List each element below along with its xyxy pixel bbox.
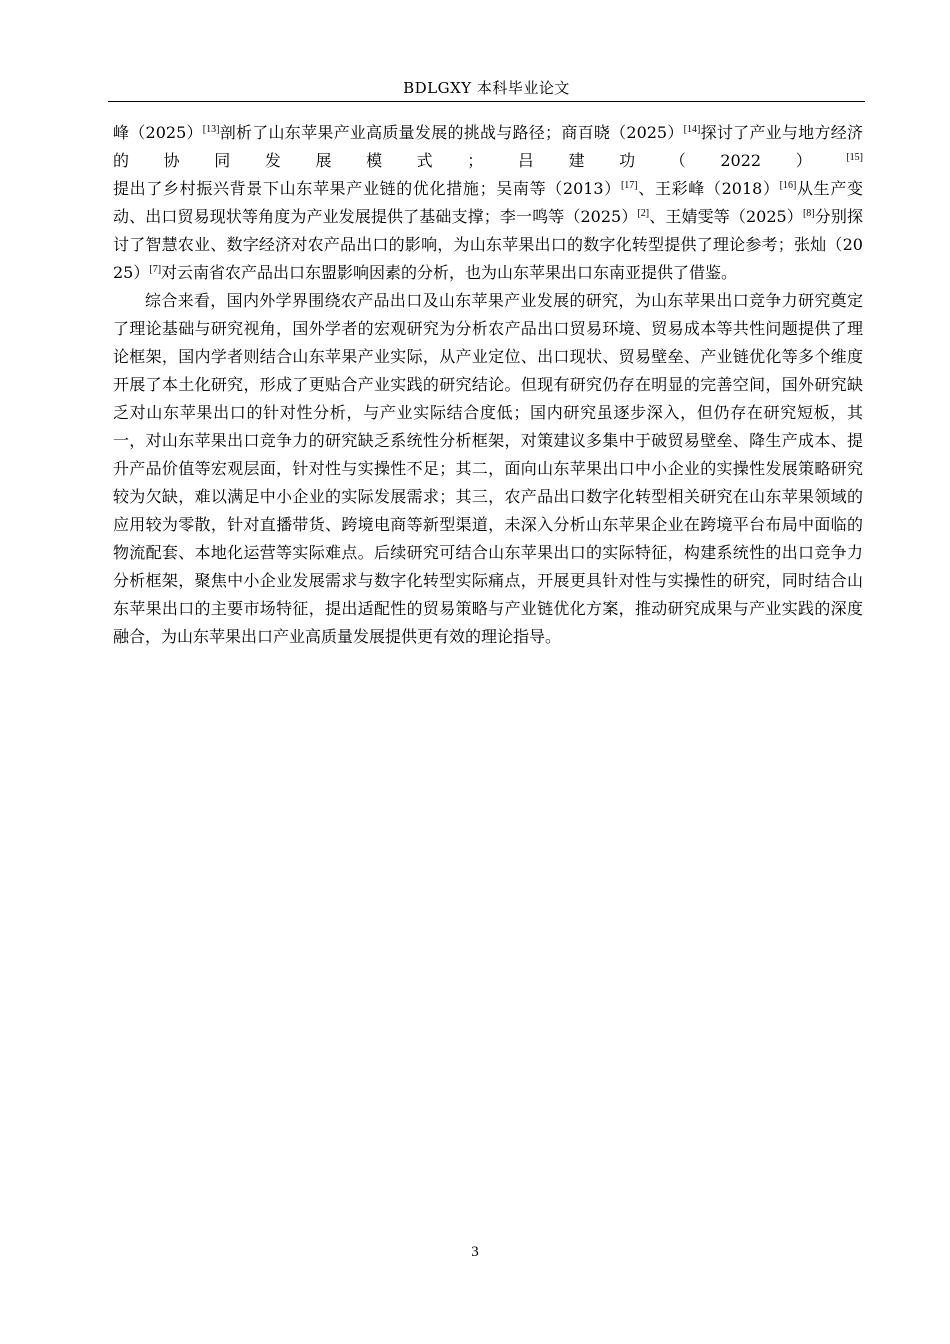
running-header: BDLGXY 本科毕业论文 xyxy=(403,79,570,97)
header-divider xyxy=(108,101,865,102)
body-text xyxy=(113,119,863,651)
text-run: 提出了乡村振兴背景下山东苹果产业链的优化措施；吴南等（2013） xyxy=(113,179,621,198)
text-run: 对云南省农产品出口东盟影响因素的分析，也为山东苹果出口东南亚提供了借鉴。 xyxy=(161,263,738,282)
citation-marker: [15] xyxy=(846,152,863,163)
citation-marker: [14] xyxy=(683,124,701,135)
paragraph-literature-review xyxy=(113,119,863,287)
text-run: 、王婧雯等（2025） xyxy=(649,207,803,226)
text-run: 、王彩峰（2018） xyxy=(637,179,780,198)
citation-marker: [2] xyxy=(637,208,650,219)
text-run: 峰（2025） xyxy=(113,123,203,142)
text-run: 分别探讨了智慧农业、数字经济对农产品出口的影响，为山东苹果出口的数字化转型提供了理论参考；张灿（2025） xyxy=(113,207,863,282)
citation-marker: [8] xyxy=(802,208,815,219)
citation-marker: [16] xyxy=(779,180,797,191)
text-run: 从生产变动、出口贸易现状等角度为产业发展提供了基础支撑；李一鸣等（2025） xyxy=(113,179,863,226)
text-run: 探讨了产业与地方经济的协同发展模式；吕建功（2022） xyxy=(113,123,863,170)
paragraph-summary xyxy=(113,287,863,651)
citation-marker: [7] xyxy=(149,264,162,275)
page-number: 3 xyxy=(471,1244,479,1260)
citation-marker: [13] xyxy=(202,124,220,135)
text-run: 综合来看，国内外学界围绕农产品出口及山东苹果产业发展的研究，为山东苹果出口竞争力研究奠定了理论基础与研究视角，国外学者的宏观研究为分析农产品出口贸易环境、贸易成本等共性问题提供了理论框架，国内学者则结合山东苹果产业实际，从产业定位、出口现状、贸易壁垒、产业链优化等多个维度开展了本土化研究，形成了更贴合产业实践的研究结论。但现有研究仍存在明显的完善空间，国外研究缺乏对山东苹果出口的针对性分析，与产业实际结合度低；国内研究虽逐步深入，但仍存在研究短板，其一，对山东苹果出口竞争力的研究缺乏系统性分析框架，对策建议多集中于破贸易壁垒、降生产成本、提升产品价值等宏观层面，针对性与实操性不足；其二，面向山东苹果出口中小企业的实操性发展策略研究较为欠缺，难以满足中小企业的实际发展需求；其三，农产品出口数字化转型相关研究在山东苹果领域的应用较为零散，针对直播带货、跨境电商等新型渠道，未深入分析山东苹果企业在跨境平台布局中面临的物流配套、本地化运营等实际难点。后续研究可结合山东苹果出口的实际特征，构建系统性的出口竞争力分析框架，聚焦中小企业发展需求与数字化转型实际痛点，开展更具针对性与实操性的研究，同时结合山东苹果出口的主要市场特征，提出适配性的贸易策略与产业链优化方案，推动研究成果与产业实践的深度融合，为山东苹果出口产业高质量发展提供更有效的理论指导。 xyxy=(113,291,863,646)
citation-marker: [17] xyxy=(620,180,638,191)
text-run: 剖析了山东苹果产业高质量发展的挑战与路径；商百晓（2025） xyxy=(219,123,684,142)
